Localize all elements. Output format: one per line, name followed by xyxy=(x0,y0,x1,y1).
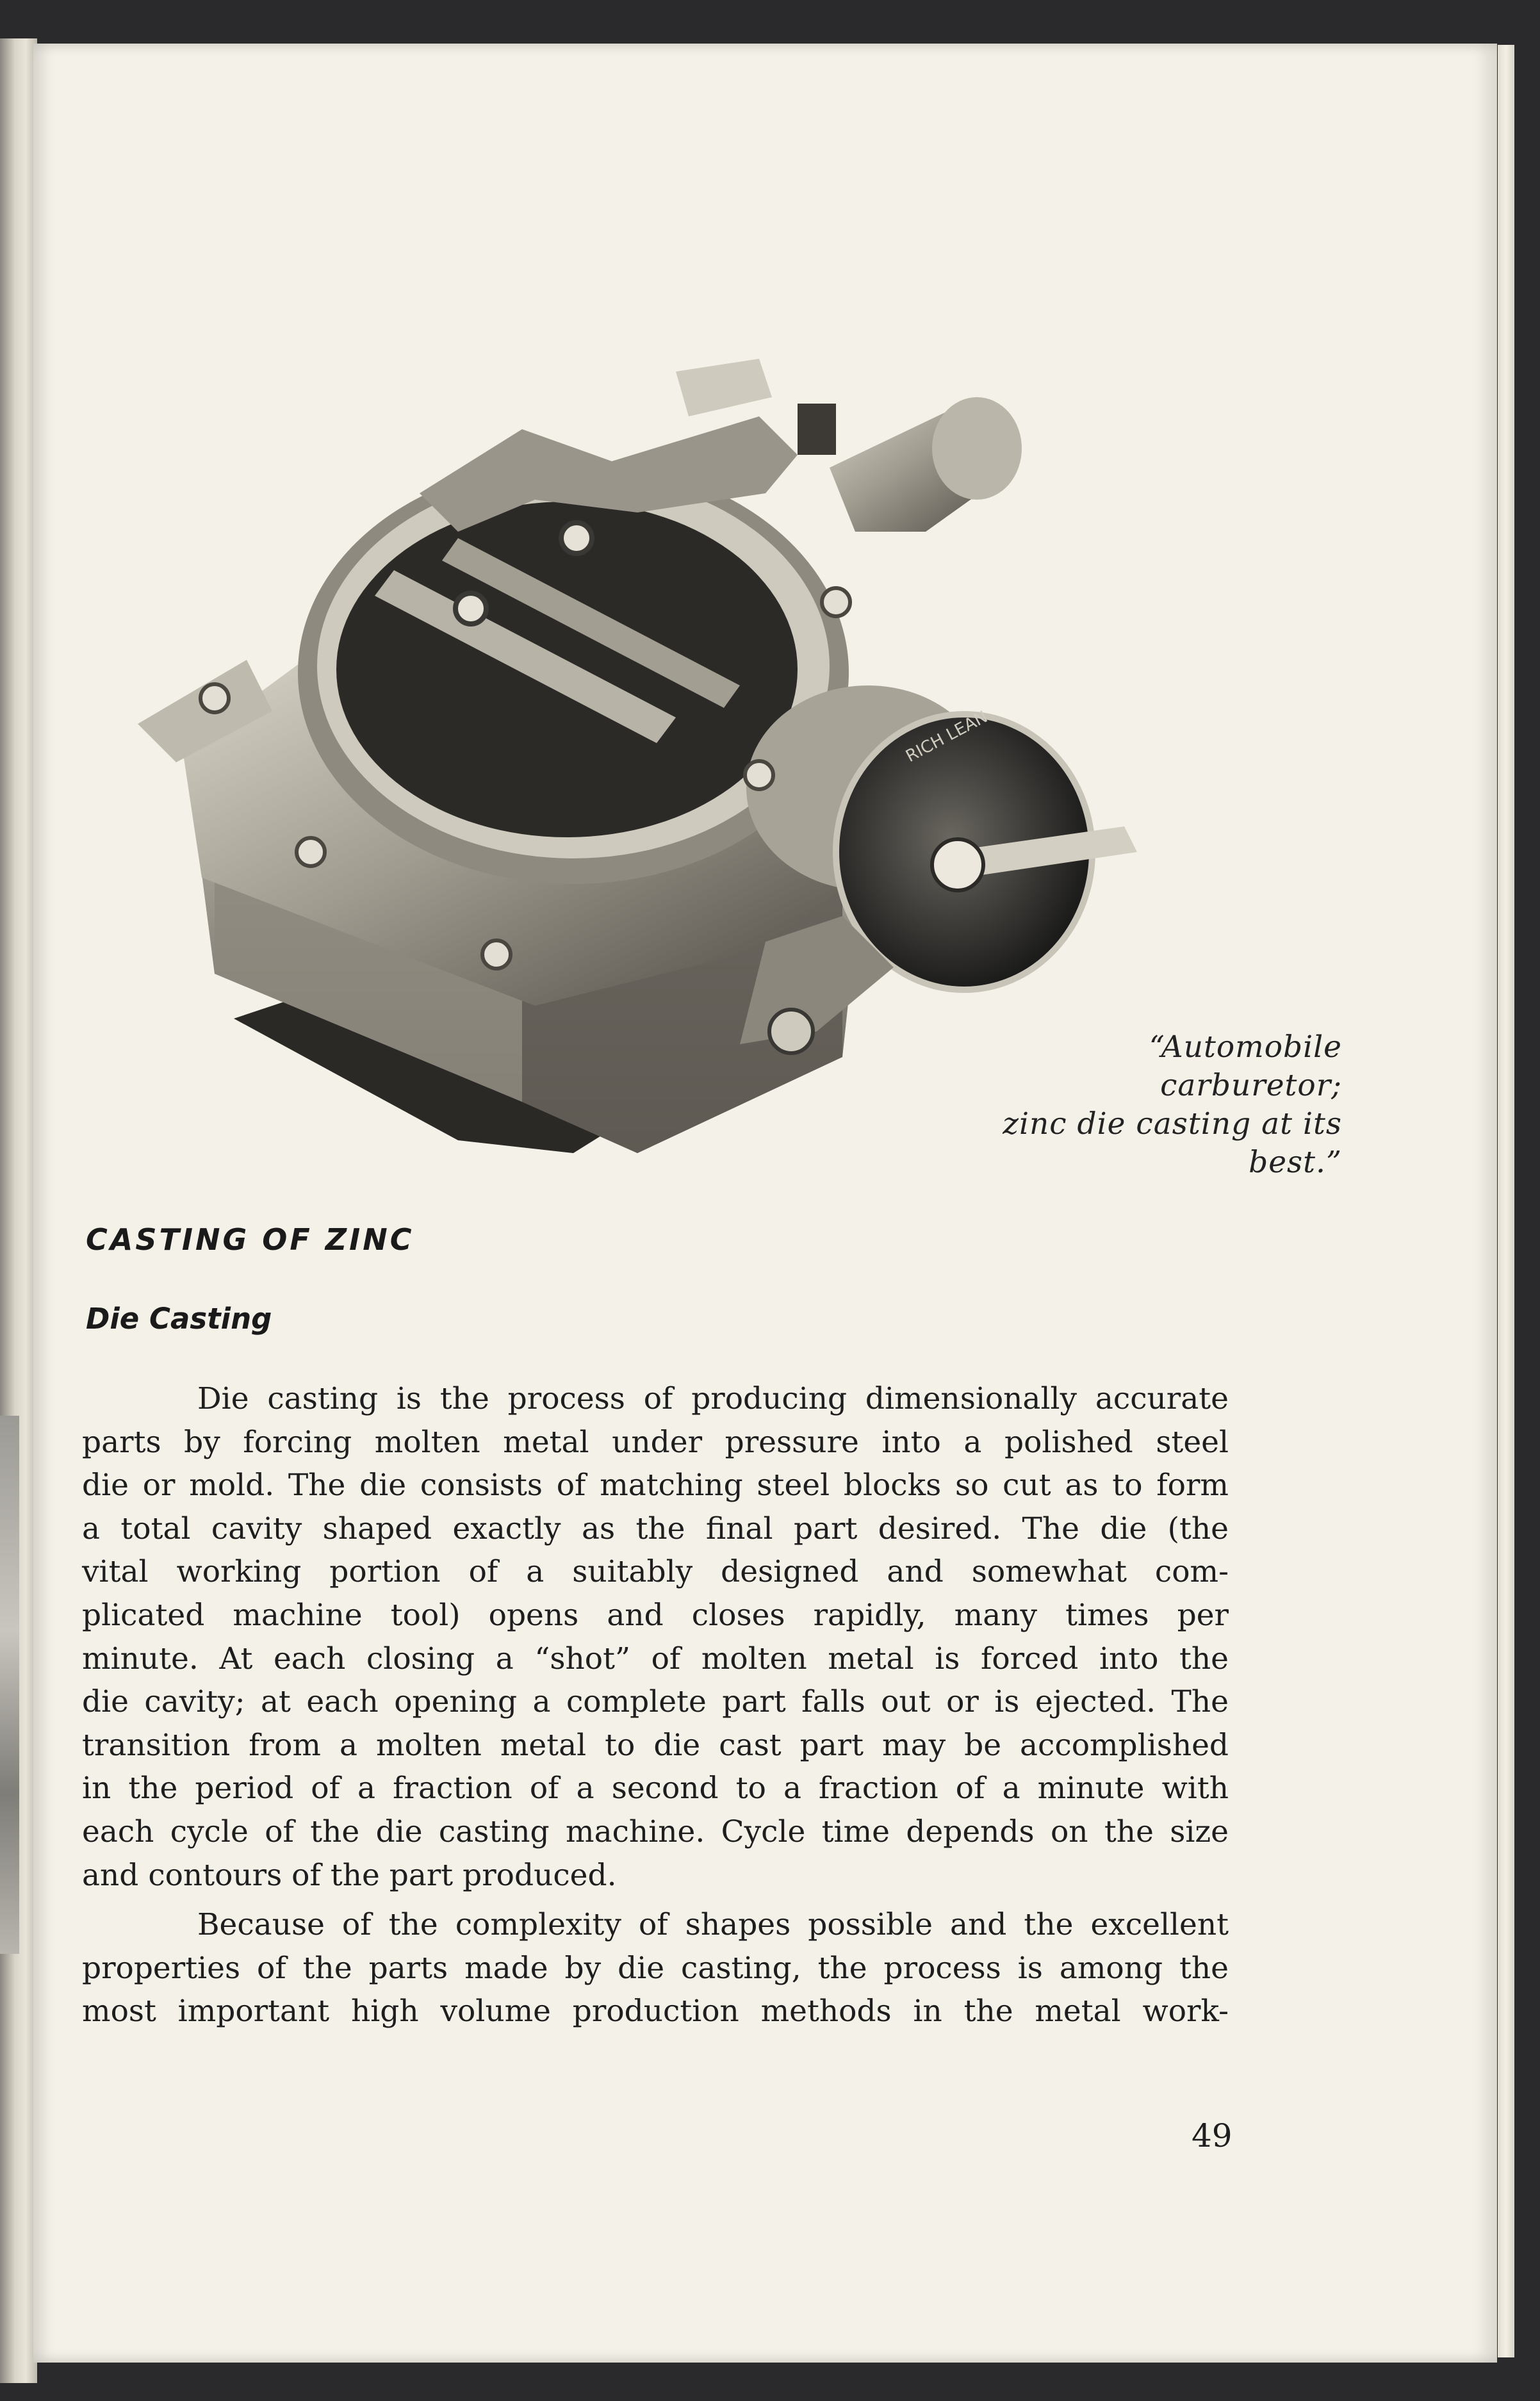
page-number: 49 xyxy=(1192,2117,1233,2154)
body-text xyxy=(82,1377,1229,2033)
text-line: each cycle of the die casting machine. Cycle time depends on the size xyxy=(82,1814,1229,1849)
text-line: a total cavity shaped exactly as the final part desired. The die (the xyxy=(82,1511,1229,1546)
text-line: transition from a molten metal to die cast part may be accomplished xyxy=(82,1727,1229,1763)
text-line: die cavity; at each opening a complete part falls out or is ejected. The xyxy=(82,1684,1229,1720)
paragraph-2 xyxy=(82,1903,1229,2033)
text-line: Die casting is the process of producing dimensionally accurate xyxy=(197,1381,1229,1416)
dial-label: RICH LEAN xyxy=(903,707,991,767)
text-line: parts by forcing molten metal under pressure into a polished steel xyxy=(82,1424,1229,1460)
subsection-heading: Die Casting xyxy=(86,1302,272,1336)
text-line: vital working portion of a suitably designed and somewhat com- xyxy=(82,1554,1229,1590)
photo-caption xyxy=(958,1028,1342,1182)
paragraph-1 xyxy=(82,1377,1229,1897)
text-line: minute. At each closing a “shot” of molten metal is forced into the xyxy=(82,1641,1229,1676)
text-line: and contours of the part produced. xyxy=(82,1857,617,1893)
text-line: properties of the parts made by die casting, the process is among the xyxy=(82,1950,1229,1986)
caption-line-1: “Automobile carburetor; xyxy=(1149,1029,1342,1103)
text-line: die or mold. The die consists of matching steel blocks so cut as to form xyxy=(82,1468,1229,1504)
text-line: most important high volume production methods in the metal work- xyxy=(82,1994,1229,2029)
section-heading: CASTING OF ZINC xyxy=(86,1222,414,1257)
text-line: plicated machine tool) opens and closes rapidly, many times per xyxy=(82,1597,1229,1633)
facing-page-edge xyxy=(0,38,37,2383)
text-line: in the period of a fraction of a second to a fraction of a minute with xyxy=(82,1771,1229,1807)
text-line: Because of the complexity of shapes possible and the excellent xyxy=(197,1907,1229,1943)
caption-line-2: zinc die casting at its best.” xyxy=(1003,1106,1342,1180)
page-fore-edge xyxy=(1498,45,1514,2357)
facing-page-shadow xyxy=(0,1416,19,1954)
